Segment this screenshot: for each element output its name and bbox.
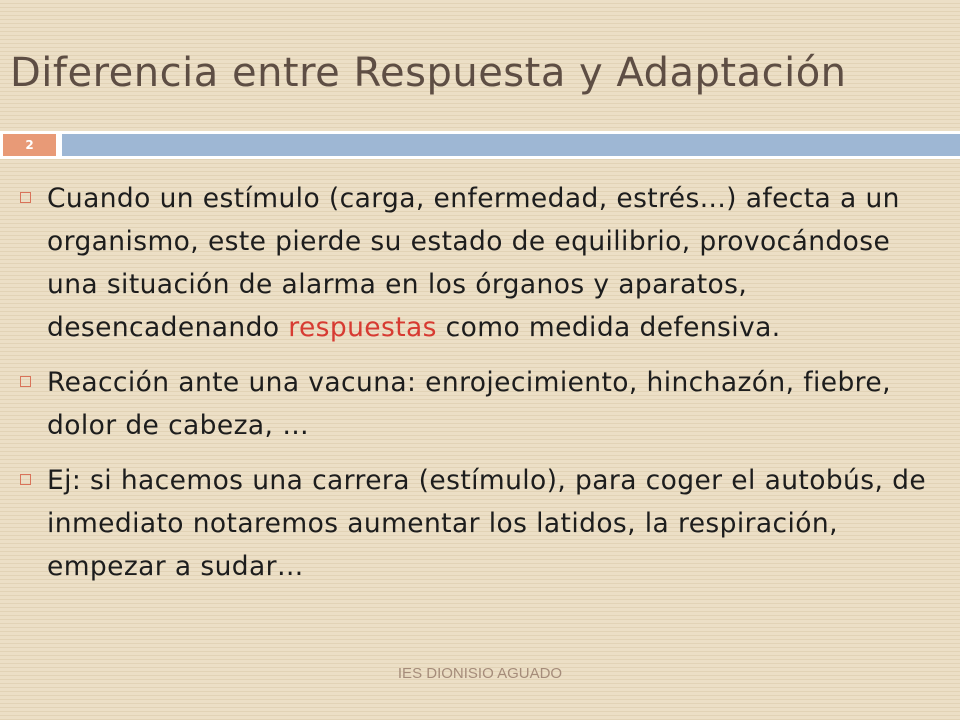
highlighted-word: respuestas: [288, 312, 437, 343]
bullet-text-after: como medida defensiva.: [436, 312, 781, 343]
bullet-item-1: [20, 177, 930, 349]
title-rule: [0, 131, 960, 159]
hollow-square-icon: [20, 474, 31, 485]
bullet-item-2: [20, 361, 930, 447]
bullet-text: Ej: si hacemos una carrera (estímulo), para coger el autobús, de inmediato notaremos aumentar los latidos, la respiración, empezar a sudar…: [47, 465, 927, 582]
rule-bar: [62, 134, 960, 156]
bullet-text: Reacción ante una vacuna: enrojecimiento, hinchazón, fiebre, dolor de cabeza, …: [47, 367, 891, 441]
bullet-list: [20, 177, 930, 600]
slide-title: Diferencia entre Respuesta y Adaptación: [10, 50, 847, 96]
hollow-square-icon: [20, 192, 31, 203]
page-number: 2: [3, 134, 56, 156]
bullet-item-3: [20, 459, 930, 588]
bullet-text-before: Cuando un estímulo (carga, enfermedad, estrés...) afecta a un organismo, este pierde su estado de equilibrio, provocándose una situación de alarma en los órganos y aparatos, desencadenando: [47, 183, 900, 343]
footer-text: IES DIONISIO AGUADO: [397, 665, 563, 682]
hollow-square-icon: [20, 376, 31, 387]
